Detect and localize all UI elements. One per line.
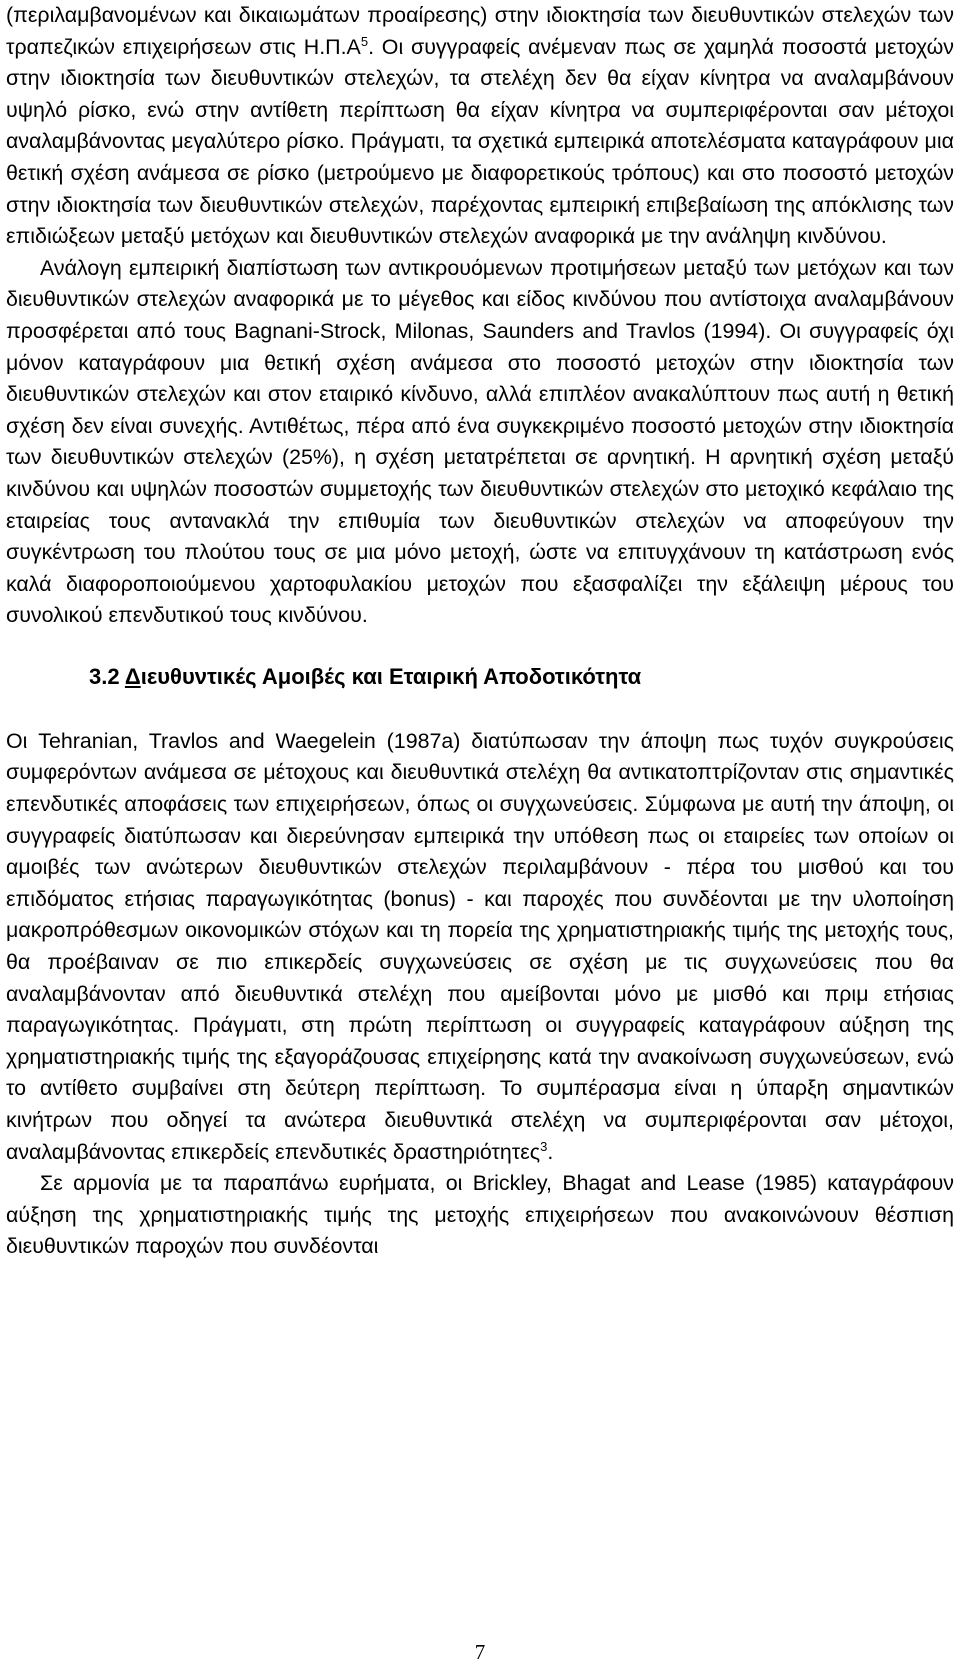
section-title-first-letter: Δ xyxy=(124,663,141,689)
page-number: 7 xyxy=(474,1640,486,1664)
document-page xyxy=(6,0,954,1263)
paragraph-text: Οι Tehranian, Travlos and Waegelein (1987a) διατύπωσαν την άποψη πως τυχόν συγκρούσεις συμφερόντων ανάμεσα σε μέτοχους και διευθυντικά στελέχη θα αντικατοπτρίζονταν στις σημαντικές επενδυτικές αποφάσεις των επιχειρήσεων, όπως οι συγχωνεύσεις. Σύμφωνα με αυτή την άποψη, οι συγγραφείς διατύπωσαν και διερεύνησαν εμπειρικά την υπόθεση πως οι εταιρείες των οποίων οι αμοιβές των ανώτερων διευθυντικών στελεχών περιλαμβάνουν - πέρα του μισθού και του επιδόματος ετήσιας παραγωγικότητας (bonus) - και παροχές που συνδέονται με την υλοποίηση μακροπρόθεσμων οικονομικών στόχων και τη πορεία της χρηματιστηριακής τιμής της μετοχής τους, θα προέβαιναν σε πιο επικερδείς συγχωνεύσεις σε σχέση με τις συγχωνεύσεις που θα αναλαμβάνονταν από διευθυντικά στελέχη που αμείβονται μόνο με μισθό και πριμ ετήσιας παραγωγικότητας. Πράγματι, στη πρώτη περίπτωση οι συγγραφείς καταγράφουν αύξηση της χρηματιστηριακής τιμής της εξαγοράζουσας επιχείρησης κατά την ανακοίνωση συγχωνεύσεων, ενώ το αντίθετο συμβαίνει στη δεύτερη περίπτωση. Το συμπέρασμα είναι η ύπαρξη σημαντικών κινήτρων που οδηγεί τα ανώτερα διευθυντικά στελέχη να συμπεριφέρονται σαν μέτοχοι, αναλαμβάνοντας επικερδείς επενδυτικές δραστηριότητες xyxy=(6,728,954,1164)
section-title: ιευθυντικές Αμοιβές και Εταιρική Αποδοτικότητα xyxy=(140,663,642,689)
paragraph-text: . xyxy=(547,1139,554,1164)
paragraph-ownership-risk xyxy=(6,0,954,253)
footnote-marker[interactable]: 3 xyxy=(540,1138,548,1154)
section-heading xyxy=(6,661,954,692)
paragraph-brickley-findings xyxy=(6,1168,954,1263)
paragraph-text: Σε αρμονία με τα παραπάνω ευρήματα, οι Brickley, Bhagat and Lease (1985) καταγράφουν αύξηση της χρηματιστηριακής τιμής της μετοχής επιχειρήσεων που ανακοινώνουν θέσπιση διευθυντικών παροχών που συνδέονται xyxy=(6,1171,954,1259)
paragraph-text: Ανάλογη εμπειρική διαπίστωση των αντικρουόμενων προτιμήσεων μεταξύ των μετόχων και των διευθυντικών στελεχών αναφορικά με το μέγεθος και είδος κινδύνου που αντίστοιχα αναλαμβάνουν προσφέρεται από τους Bagnani-Strock, Milonas, Saunders and Travlos (1994). Οι συγγραφείς όχι μόνον καταγράφουν μια θετική σχέση ανάμεσα στο ποσοστό μετοχών στην ιδιοκτησία των διευθυντικών στελεχών και στον εταιρικό κίνδυνο, αλλά επιπλέον ανακαλύπτουν πως αυτή η θετική σχέση δεν είναι συνεχής. Αντιθέτως, πέρα από ένα συγκεκριμένο ποσοστό μετοχών στην ιδιοκτησία των διευθυντικών στελεχών (25%), η σχέση μετατρέπεται σε αρνητική. Η αρνητική σχέση μεταξύ κινδύνου και υψηλών ποσοστών συμμετοχής των διευθυντικών στελεχών στο μετοχικό κεφάλαιο της εταιρείας τους αντανακλά την επιθυμία των διευθυντικών στελεχών να αποφεύγουν την συγκέντρωση του πλούτου τους σε μια μόνο μετοχή, ώστε να επιτυγχάνουν τη κατάστρωση ενός καλά διαφοροποιούμενου χαρτοφυλακίου μετοχών που εξασφαλίζει την εξάλειψη μέρους του συνολικού επενδυτικού τους κινδύνου. xyxy=(6,255,954,628)
paragraph-text: . Οι συγγραφείς ανέμεναν πως σε χαμηλά ποσοστά μετοχών στην ιδιοκτησία των διευθυντικών στελεχών, τα στελέχη δεν θα είχαν κίνητρα να αναλαμβάνουν υψηλό ρίσκο, ενώ στην αντίθετη περίπτωση θα είχαν κίνητρα να συμπεριφέρονται σαν μέτοχοι αναλαμβάνοντας μεγαλύτερο ρίσκο. Πράγματι, τα σχετικά εμπειρικά αποτελέσματα καταγράφουν μια θετική σχέση ανάμεσα σε ρίσκο (μετρούμενο με διαφορετικούς τρόπους) και στο ποσοστό μετοχών στην ιδιοκτησία των διευθυντικών στελεχών, παρέχοντας εμπειρική επιβεβαίωση της απόκλισης των επιδιώξεων μεταξύ μετόχων και διευθυντικών στελεχών αναφορικά με την ανάληψη κινδύνου. xyxy=(6,34,954,249)
section-number: 3.2 xyxy=(89,663,120,689)
footnote-marker[interactable]: 5 xyxy=(360,33,369,49)
paragraph-text: (περιλαμβανομένων και δικαιωμάτων προαίρεσης) στην ιδιοκτησία των διευθυντικών στελεχών των τραπεζικών επιχειρήσεων στις Η.Π.Α xyxy=(6,3,954,59)
paragraph-executive-compensation xyxy=(6,726,954,1168)
paragraph-conflicting-preferences xyxy=(6,253,954,632)
